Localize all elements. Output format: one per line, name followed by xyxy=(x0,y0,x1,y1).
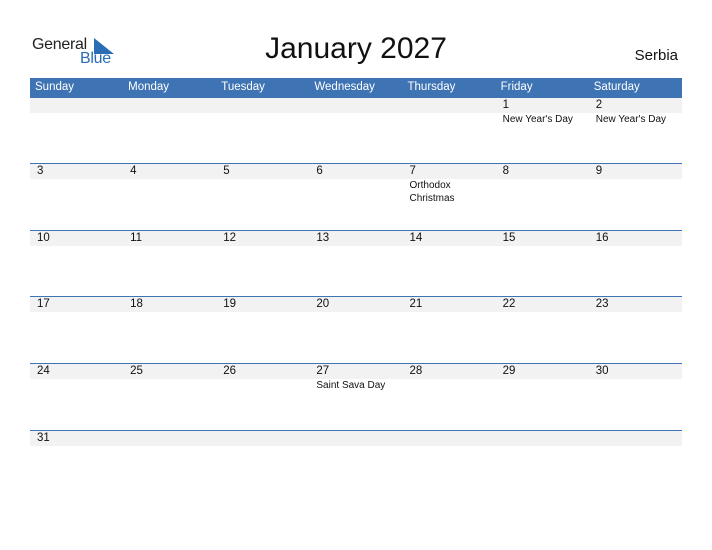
day-cell[interactable] xyxy=(309,431,402,497)
day-number: 2 xyxy=(595,99,603,111)
day-cell[interactable] xyxy=(496,231,589,297)
day-cell[interactable] xyxy=(216,98,309,164)
day-cell[interactable] xyxy=(216,231,309,297)
day-cell[interactable] xyxy=(123,431,216,497)
day-cell[interactable] xyxy=(216,364,309,430)
weekday-monday: Monday xyxy=(128,81,170,93)
day-cell[interactable] xyxy=(496,431,589,497)
day-cell[interactable] xyxy=(403,231,496,297)
day-number: 21 xyxy=(409,298,423,310)
day-number: 9 xyxy=(595,165,603,177)
weekday-tuesday: Tuesday xyxy=(221,81,265,93)
day-number: 28 xyxy=(409,365,423,377)
day-number: 20 xyxy=(316,298,330,310)
weekday-friday: Friday xyxy=(500,81,533,93)
day-cell[interactable] xyxy=(30,231,123,297)
holiday-label: Orthodox Christmas xyxy=(409,180,455,204)
day-cell[interactable] xyxy=(403,98,496,164)
logo-text-general: General xyxy=(32,36,87,53)
holiday-label: Saint Sava Day xyxy=(316,380,386,391)
day-cell[interactable] xyxy=(309,231,402,297)
day-number: 19 xyxy=(223,298,237,310)
country-label: Serbia xyxy=(634,47,678,64)
calendar-title: January 2027 xyxy=(265,32,447,65)
day-cell[interactable] xyxy=(589,297,682,363)
day-number: 14 xyxy=(409,232,423,244)
day-number: 4 xyxy=(130,165,137,177)
week-row xyxy=(30,430,682,498)
day-number: 12 xyxy=(223,232,237,244)
weekday-wednesday: Wednesday xyxy=(314,81,375,93)
day-cell[interactable] xyxy=(589,231,682,297)
weekday-header xyxy=(30,78,682,97)
day-number: 6 xyxy=(316,165,323,177)
day-cell[interactable] xyxy=(123,364,216,430)
day-number: 15 xyxy=(502,232,516,244)
day-cell[interactable] xyxy=(30,297,123,363)
day-number: 29 xyxy=(502,365,516,377)
day-number: 5 xyxy=(223,165,230,177)
day-cell[interactable] xyxy=(496,364,589,430)
weekday-sunday: Sunday xyxy=(35,81,75,93)
day-number: 8 xyxy=(502,165,510,177)
day-number: 30 xyxy=(595,365,609,377)
day-number: 3 xyxy=(37,165,44,177)
day-cell[interactable] xyxy=(496,164,589,230)
day-number: 10 xyxy=(37,232,50,244)
day-cell[interactable] xyxy=(589,164,682,230)
day-number: 25 xyxy=(130,365,143,377)
day-cell[interactable] xyxy=(123,164,216,230)
day-number: 17 xyxy=(37,298,50,310)
day-cell[interactable] xyxy=(216,164,309,230)
day-cell[interactable] xyxy=(496,297,589,363)
day-cell[interactable] xyxy=(309,98,402,164)
weekday-saturday: Saturday xyxy=(593,81,640,93)
week-row xyxy=(30,230,682,298)
day-number: 16 xyxy=(595,232,609,244)
day-number: 18 xyxy=(130,298,143,310)
week-row xyxy=(30,296,682,364)
day-cell[interactable] xyxy=(403,297,496,363)
day-number: 11 xyxy=(130,232,143,244)
day-cell[interactable] xyxy=(309,364,402,430)
day-cell[interactable] xyxy=(589,431,682,497)
day-cell[interactable] xyxy=(309,164,402,230)
day-cell[interactable] xyxy=(216,297,309,363)
day-number: 26 xyxy=(223,365,237,377)
day-cell[interactable] xyxy=(309,297,402,363)
day-number: 23 xyxy=(595,298,609,310)
day-number: 1 xyxy=(502,99,510,111)
day-cell[interactable] xyxy=(216,431,309,497)
day-number: 7 xyxy=(409,165,416,177)
day-cell[interactable] xyxy=(30,364,123,430)
day-cell[interactable] xyxy=(30,164,123,230)
holiday-label: New Year's Day xyxy=(502,114,573,125)
day-number: 27 xyxy=(316,365,330,377)
day-cell[interactable] xyxy=(403,431,496,497)
day-cell[interactable] xyxy=(403,164,496,230)
logo-text-blue: Blue xyxy=(80,50,111,67)
day-cell[interactable] xyxy=(403,364,496,430)
week-row xyxy=(30,363,682,431)
day-cell[interactable] xyxy=(496,98,589,164)
weekday-thursday: Thursday xyxy=(407,81,456,93)
day-number: 22 xyxy=(502,298,516,310)
day-cell[interactable] xyxy=(123,231,216,297)
day-cell[interactable] xyxy=(30,98,123,164)
day-cell[interactable] xyxy=(123,98,216,164)
day-number: 31 xyxy=(37,432,50,444)
day-number: 24 xyxy=(37,365,50,377)
week-row xyxy=(30,97,682,165)
day-cell[interactable] xyxy=(30,431,123,497)
day-number: 13 xyxy=(316,232,330,244)
day-cell[interactable] xyxy=(589,98,682,164)
day-cell[interactable] xyxy=(123,297,216,363)
week-row xyxy=(30,163,682,231)
holiday-label: New Year's Day xyxy=(595,114,667,125)
day-cell[interactable] xyxy=(589,364,682,430)
